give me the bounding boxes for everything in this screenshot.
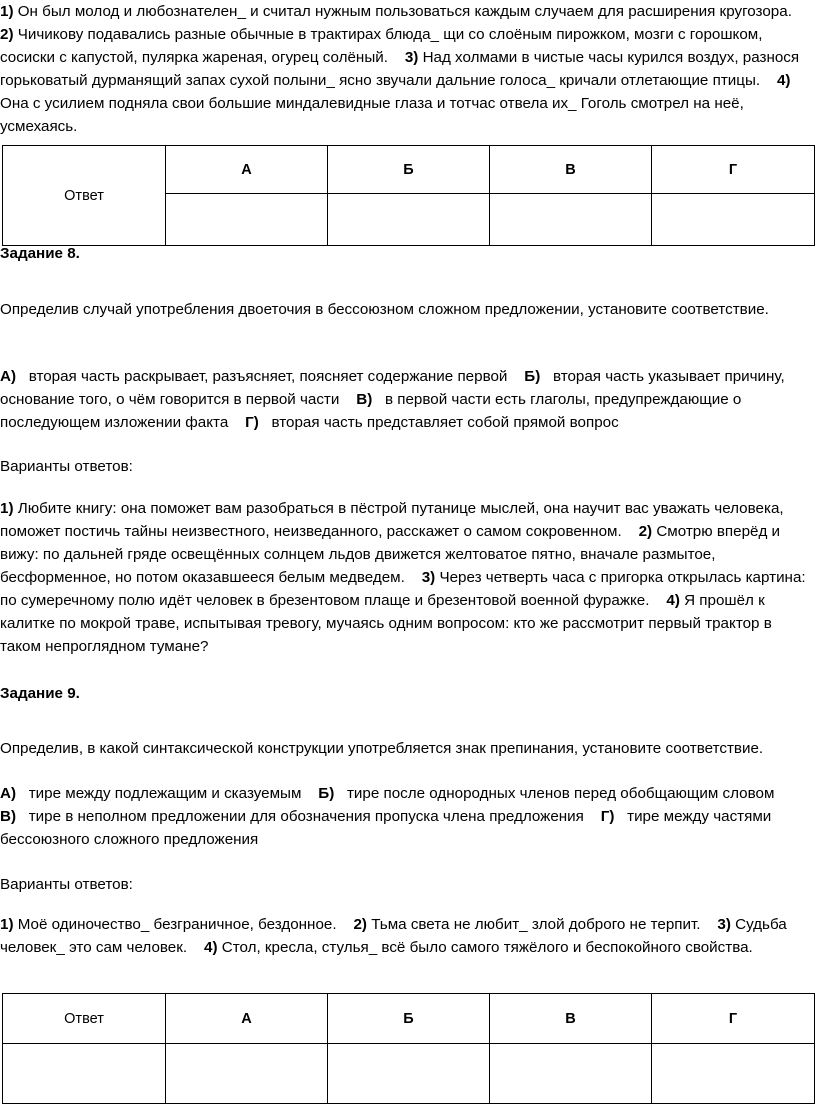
column-header-a: А: [166, 146, 328, 194]
category-text: тире между подлежащим и сказуемым: [28, 785, 302, 802]
option-text: Судьба человек_ это сам человек.: [0, 916, 787, 956]
answer-cell-v[interactable]: [490, 1044, 652, 1104]
category-key: Г): [245, 414, 259, 431]
option-number: 3): [717, 916, 731, 933]
sentence-text: Она с усилием подняла свои большие миндалевидные глаза и тотчас отвела их_ Гоголь смотрел на неё, усмехаясь.: [0, 95, 744, 135]
option-number: 2): [353, 916, 367, 933]
category-text: тире после однородных членов перед обобщающим словом: [346, 785, 775, 802]
answer-cell-v[interactable]: [490, 194, 652, 246]
task8-heading: Задание 8.: [0, 245, 80, 262]
answer-table: [2, 993, 815, 1104]
column-header-b: Б: [328, 146, 490, 194]
category-text: тире в неполном предложении для обозначения пропуска члена предложения: [28, 808, 584, 825]
category-text: вторая часть представляет собой прямой вопрос: [271, 414, 619, 431]
answer-cell-a[interactable]: [166, 194, 328, 246]
option-number: 4): [666, 592, 680, 609]
category-key: Б): [318, 785, 335, 802]
option-number: 1): [0, 916, 14, 933]
task9-variants-label: Варианты ответов:: [0, 876, 133, 893]
option-text: Через четверть часа с пригорка открылась картина: по сумеречному полю идёт человек в брезентовом плаще и брезентовой военной фуражке.: [0, 569, 806, 609]
option-text: Смотрю вперёд и вижу: по дальней гряде освещённых солнцем льдов движется желтоватое пятно, вначале размытое, бесформенное, но потом оказавшееся белым медведем.: [0, 523, 781, 586]
category-text: вторая часть раскрывает, разъясняет, поясняет содержание первой: [28, 368, 508, 385]
option-text: Стол, кресла, стулья_ всё было самого тяжёлого и беспокойного свойства.: [217, 939, 753, 956]
sentence-number: 1): [0, 3, 14, 20]
answer-label-cell: [3, 1044, 166, 1104]
task7-sentences: [0, 0, 812, 138]
option-number: 2): [638, 523, 653, 540]
sentence-number: 4): [776, 72, 791, 89]
task9-categories: [0, 782, 812, 851]
category-key: Г): [600, 808, 615, 825]
task8-options: [0, 497, 812, 658]
category-text: в первой части есть глаголы, предупреждающие о последующем изложении факта: [0, 391, 742, 431]
task8-instruction: Определив случай употребления двоеточия в бессоюзном сложном предложении, установите соответствие.: [0, 301, 769, 318]
option-number: 1): [0, 500, 14, 517]
category-key: В): [0, 808, 17, 825]
column-header-v: В: [490, 994, 652, 1044]
answer-cell-b[interactable]: [328, 1044, 490, 1104]
column-header-v: В: [490, 146, 652, 194]
answer-cell-g[interactable]: [652, 194, 815, 246]
task9-options: [0, 913, 812, 959]
sentence-text: Над холмами в чистые часы курился воздух, разнося горьковатый дурманящий запах сухой полыни_ ясно звучали дальние голоса_ кричали отлетающие птицы.: [0, 49, 800, 89]
answer-table: [2, 145, 815, 246]
sentence-number: 3): [404, 49, 419, 66]
answer-label: Ответ: [3, 146, 166, 246]
answer-cell-a[interactable]: [166, 1044, 328, 1104]
answer-cell-g[interactable]: [652, 1044, 815, 1104]
category-key: В): [356, 391, 373, 408]
task9-heading: Задание 9.: [0, 685, 80, 702]
answer-cell-b[interactable]: [328, 194, 490, 246]
answer-label: Ответ: [3, 994, 166, 1044]
option-text: Моё одиночество_ безграничное, бездонное.: [13, 916, 337, 933]
column-header-b: Б: [328, 994, 490, 1044]
task8-categories: [0, 365, 812, 434]
option-text: Я прошёл к калитке по мокрой траве, испытывая тревогу, мучаясь одним вопросом: кто же рассмотрит первый трактор в таком непроглядном тумане?: [0, 592, 772, 655]
category-text: вторая часть указывает причину, основание того, о чём говорится в первой части: [0, 368, 785, 408]
sentence-text: Он был молод и любознателен_ и считал нужным пользоваться каждым случаем для расширения кругозора.: [13, 3, 792, 20]
column-header-a: А: [166, 994, 328, 1044]
option-number: 4): [204, 939, 218, 956]
column-header-g: Г: [652, 146, 815, 194]
column-header-g: Г: [652, 994, 815, 1044]
task8-variants-label: Варианты ответов:: [0, 458, 133, 475]
sentence-number: 2): [0, 26, 14, 43]
category-key: Б): [524, 368, 541, 385]
task9-instruction: Определив, в какой синтаксической конструкции употребляется знак препинания, установите соответствие.: [0, 740, 764, 757]
category-key: А): [0, 785, 17, 802]
option-number: 3): [421, 569, 436, 586]
category-key: А): [0, 368, 17, 385]
category-text: тире между частями бессоюзного сложного предложения: [0, 808, 772, 848]
option-text: Тьма света не любит_ злой доброго не терпит.: [366, 916, 701, 933]
sentence-text: Чичикову подавались разные обычные в трактирах блюда_ щи со слоёным пирожком, мозги с горошком, сосиски с капустой, пулярка жареная, огурец солёный.: [0, 26, 763, 66]
option-text: Любите книгу: она поможет вам разобраться в пёстрой путанице мыслей, она научит вас уважать человека, поможет постичь тайны неизвестного, неизведанного, расскажет о самом сокровенном.: [0, 500, 784, 540]
